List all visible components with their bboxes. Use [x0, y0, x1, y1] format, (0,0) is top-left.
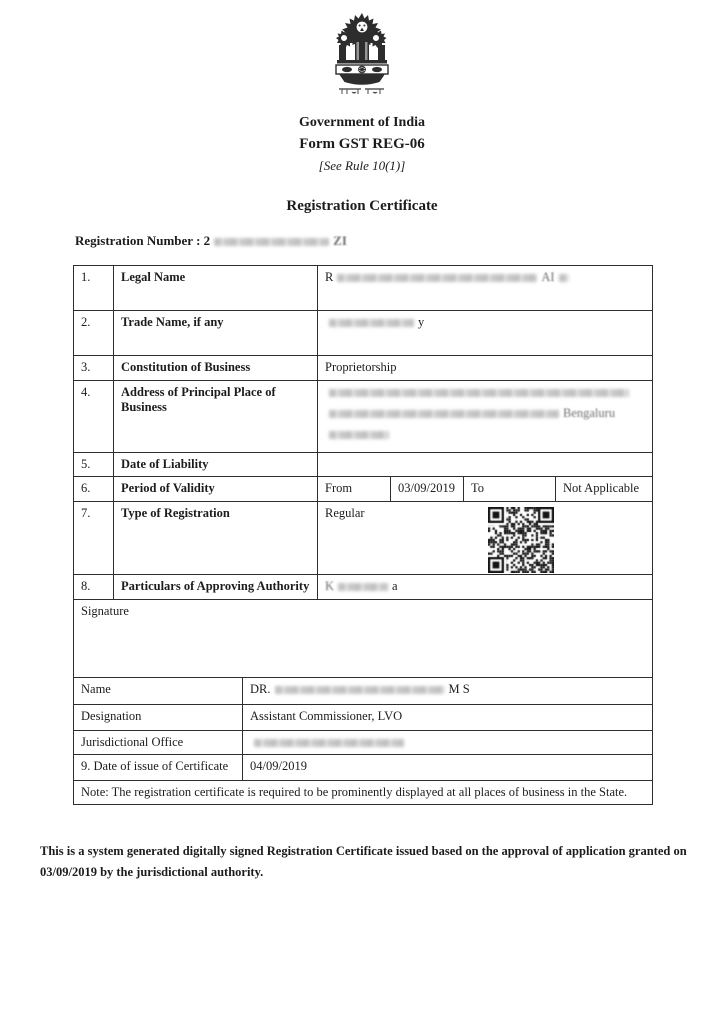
row5-number: 5.: [74, 453, 114, 477]
registration-number-end: ZI: [333, 233, 347, 248]
form-gst-reg06-heading: Form GST REG-06: [299, 136, 425, 152]
officer-name-start: DR.: [250, 682, 271, 696]
row4-number: 4.: [74, 381, 114, 453]
registration-certificate-title: Registration Certificate: [286, 198, 438, 214]
trade-name-end: y: [418, 315, 425, 329]
row8-label: Particulars of Approving Authority: [114, 575, 318, 600]
row1-number: 1.: [74, 266, 114, 311]
table-row: [74, 781, 653, 805]
table-row: [74, 600, 653, 678]
validity-to-value: Not Applicable: [556, 477, 653, 502]
jurisdictional-office-value: [243, 731, 653, 755]
table-row: [74, 502, 653, 575]
table-row: [74, 477, 653, 502]
row5-value-date-of-liability: [318, 453, 653, 477]
registration-number-line: [75, 233, 347, 249]
address-line-1: [325, 385, 645, 400]
registration-number-start: 2: [203, 233, 211, 248]
row6-label: Period of Validity: [114, 477, 318, 502]
name-label: Name: [74, 678, 243, 705]
validity-to-label: To: [464, 477, 556, 502]
row2-label: Trade Name, if any: [114, 311, 318, 356]
authority-end: a: [392, 579, 398, 593]
row3-value-constitution: Proprietorship: [318, 356, 653, 381]
table-row: [74, 575, 653, 600]
row8-number: 8.: [74, 575, 114, 600]
registration-number-redaction: [214, 238, 329, 246]
validity-from-date: 03/09/2019: [391, 477, 464, 502]
legal-name-start: R: [325, 270, 334, 284]
row2-value-trade-name: [318, 311, 653, 356]
note-cell: Note: The registration certificate is required to be prominently displayed at all places of business in the State.: [74, 781, 653, 805]
legal-name-redaction: [337, 274, 537, 282]
jurisdictional-office-label: Jurisdictional Office: [74, 731, 243, 755]
certificate-table: [73, 265, 652, 805]
row3-number: 3.: [74, 356, 114, 381]
qr-code: [488, 507, 554, 573]
address-faint-fragment: Bengaluru: [563, 406, 616, 420]
authority-table: [73, 677, 653, 805]
table-row: [74, 453, 653, 477]
designation-label: Designation: [74, 705, 243, 731]
table-row: [74, 381, 653, 453]
row7-value-registration-type: [318, 502, 653, 575]
row6-number: 6.: [74, 477, 114, 502]
table-row: [74, 678, 653, 705]
row3-label: Constitution of Business: [114, 356, 318, 381]
table-row: [74, 755, 653, 781]
legal-name-redaction-tail: [559, 274, 569, 282]
designation-value: Assistant Commissioner, LVO: [243, 705, 653, 731]
satyameva-jayate-motto: [339, 89, 384, 94]
issue-date-value: 04/09/2019: [243, 755, 653, 781]
validity-from-label: From: [318, 477, 391, 502]
name-value: [243, 678, 653, 705]
signature-cell: Signature: [74, 600, 653, 678]
table-row: [74, 731, 653, 755]
address-redaction-1: [329, 389, 629, 397]
authority-start: K: [325, 579, 335, 593]
officer-name-redaction: [275, 686, 445, 694]
system-generated-footnote: This is a system generated digitally signed Registration Certificate issued based on the approval of application granted on 03/09/2019 by the jurisdictional authority.: [40, 844, 687, 879]
legal-name-end: AI: [541, 270, 555, 284]
address-redaction-3: [329, 431, 389, 439]
address-line-3: [325, 427, 645, 442]
see-rule-subheading: [See Rule 10(1)]: [318, 158, 406, 173]
row8-value-approving-authority: [318, 575, 653, 600]
registration-type-value: Regular: [325, 506, 365, 520]
row7-label: Type of Registration: [114, 502, 318, 575]
row1-value-legal-name: [318, 266, 653, 311]
ashoka-emblem-icon: [331, 12, 393, 103]
row7-number: 7.: [74, 502, 114, 575]
registration-number-label: Registration Number :: [75, 233, 204, 248]
row5-label: Date of Liability: [114, 453, 318, 477]
row2-number: 2.: [74, 311, 114, 356]
address-line-2: [325, 406, 645, 421]
row1-label: Legal Name: [114, 266, 318, 311]
issue-date-label: 9. Date of issue of Certificate: [74, 755, 243, 781]
table-row: [74, 311, 653, 356]
table-row: [74, 266, 653, 311]
table-row: [74, 705, 653, 731]
jurisdiction-redaction: [254, 739, 404, 747]
trade-name-redaction: [329, 319, 414, 327]
row4-label: Address of Principal Place of Business: [114, 381, 318, 453]
table-row: [74, 356, 653, 381]
row4-value-address: [318, 381, 653, 453]
authority-redaction: [338, 583, 388, 591]
details-table: [73, 265, 653, 678]
document-header: [0, 0, 724, 215]
officer-name-end: M S: [448, 682, 470, 696]
government-of-india-heading: Government of India: [299, 115, 425, 130]
address-redaction-2: [329, 410, 559, 418]
